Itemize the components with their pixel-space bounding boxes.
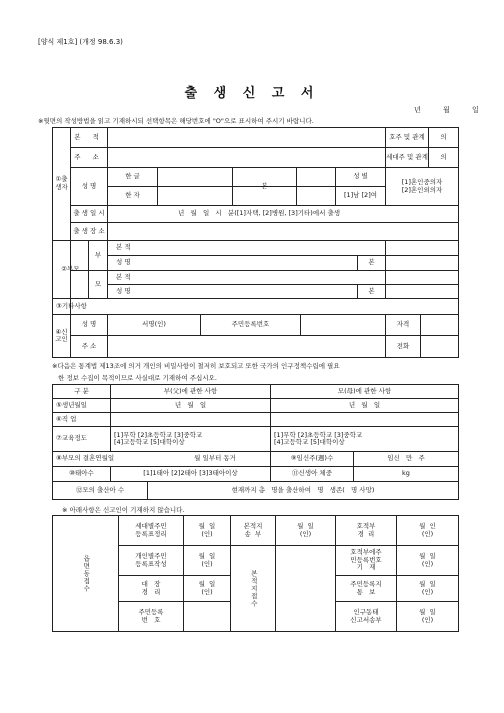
office-r4c6: 월 일 (인) <box>419 608 436 624</box>
birth-datetime-field[interactable]: 년 월 일 시 분([1]자택, [2]병원, [3]기타)에서 출생 <box>178 209 341 218</box>
section-other: ③기타사항 <box>56 301 87 310</box>
report-date: 년 월 일 <box>414 106 489 114</box>
father-birthdate[interactable]: 년 월 일 <box>174 400 207 409</box>
page-title: 출 생 신 고 서 <box>184 86 320 101</box>
stats-header-div: 구 분 <box>74 386 89 395</box>
office-r3c6: 월 일 (인) <box>419 580 436 596</box>
householder-relation-label: 세대주 및 관계 <box>386 152 428 161</box>
receipt-label: 본적지접수 <box>249 569 258 608</box>
office-r4c1: 주민등록 번 호 <box>138 608 164 624</box>
hanja-name-field[interactable] <box>158 187 232 205</box>
name-label: 성 명 <box>81 181 97 190</box>
section-birth-person: ①출생자 <box>55 175 68 191</box>
birth-place-label: 출 생 장 소 <box>73 226 105 235</box>
father-job-field[interactable] <box>111 413 270 426</box>
mother-label: 모 <box>94 279 102 288</box>
office-r3c5: 주민등록지 통 보 <box>350 580 382 596</box>
address-label: 주 소 <box>74 152 104 161</box>
birth-weight-unit[interactable]: kg <box>402 469 410 478</box>
instruction-note: ※뒷면의 작성방법을 읽고 기재하시되 선택항목은 해당번호에 "O"으로 표시하여 주시기 바랍니다. <box>38 117 314 125</box>
father-bon-label: 본 <box>368 258 375 267</box>
bon-label: 본 <box>261 181 268 190</box>
marriage-options[interactable]: [1]혼인중의자 [2]혼인외의자 <box>401 178 443 194</box>
marriage-date-label: ⑧부모의 결혼연월일 <box>56 454 115 463</box>
stats-header-mother: 모(母)에 관한 사항 <box>337 386 392 395</box>
office-r1c3: 본적지 송 부 <box>243 522 263 538</box>
fetus-count-label: ⑩태아수 <box>69 469 94 478</box>
father-bonjeok-label: 본 적 <box>116 243 131 252</box>
stats-note-line1: ※다음은 통계법 제13조에 의거 개인의 비밀사항이 철저히 보호되고 또한 국가의 인구정책수립에 필요 <box>52 362 340 370</box>
father-education-options[interactable]: [1]무학 [2]초등학교 [3]중학교 [4]고등학교 [5]대학이상 <box>114 430 203 446</box>
marriage-date-value[interactable]: 월 일부터 동거 <box>194 454 236 463</box>
office-r1c2: 월 일 (인) <box>198 522 216 538</box>
reporter-name-label: 성 명 <box>81 320 97 329</box>
office-r1c4: 월 일 (인) <box>297 522 314 538</box>
mother-birthdate[interactable]: 년 월 일 <box>348 400 381 409</box>
birth-weight-label: ⑪신생아 체중 <box>292 469 332 478</box>
birth-datetime-label: 출 생 일 시 <box>73 209 105 218</box>
bonjeok-field[interactable] <box>108 128 385 147</box>
bonjeok-label: 본 적 <box>74 132 104 141</box>
mother-births-label: ⑫모의 출산아 수 <box>75 485 125 494</box>
office-r1c1: 세대별주민 등록표정리 <box>135 522 167 538</box>
office-r2c2: 월 일 (인) <box>198 552 216 568</box>
stats-note-line2: 한 정보 수집이 목적이므로 사실대로 기재하여 주십시오. <box>58 374 217 382</box>
father-name-label: 성 명 <box>116 258 131 267</box>
education-label: ⑦교육정도 <box>56 434 87 443</box>
reporter-address-field[interactable] <box>108 336 385 357</box>
form-label: [양식 제1호] (개정 98.6.3) <box>38 38 123 46</box>
birth-place-field[interactable] <box>108 223 458 240</box>
office-side-label: 읍면동접수 <box>82 554 91 593</box>
office-r2c1: 개인별주민 등록표작성 <box>135 552 167 568</box>
qualification-label: 자격 <box>396 320 410 329</box>
mother-job-field[interactable] <box>271 413 458 426</box>
fetus-count-options[interactable]: [1]1태아 [2]2태아 [3]3태아이상 <box>143 469 238 478</box>
mother-education-options[interactable]: [1]무학 [2]초등학교 [3]중학교 [4]고등학교 [5]대학이상 <box>274 430 363 446</box>
hoju-relation-suffix: 의 <box>440 132 447 141</box>
hangul-name-field[interactable] <box>158 168 232 186</box>
section-parents: ②부모 <box>61 264 80 273</box>
pregnancy-weeks-value[interactable]: 임신 만 주 <box>387 454 425 463</box>
pregnancy-weeks-label: ⑨임신주(週)수 <box>290 454 334 463</box>
job-label: ⑥직 업 <box>56 414 77 423</box>
office-r3c2: 월 일 (인) <box>198 580 216 596</box>
birthdate-label: ⑤생년월일 <box>56 400 87 409</box>
resident-number-label: 주민등록번호 <box>231 320 270 329</box>
householder-relation-suffix: 의 <box>440 152 447 161</box>
gender-label: 성 별 <box>353 172 368 181</box>
section-reporter: ④신고인 <box>55 327 68 343</box>
office-r1c6: 월 인 (인) <box>419 522 436 538</box>
mother-births-value[interactable]: 현재까지 총 명을 출산하여 명 생존( 명 사망) <box>231 485 375 494</box>
stats-header-father: 부(父)에 관한 사항 <box>163 386 218 395</box>
signature-label: 서명(인) <box>142 320 166 329</box>
office-r4c5: 인구동태 신고서송부 <box>350 608 382 624</box>
office-r4c2[interactable] <box>184 602 230 631</box>
address-field[interactable] <box>108 148 385 167</box>
reporter-address-label: 주 소 <box>81 341 97 350</box>
mother-name-label: 성 명 <box>116 286 131 295</box>
office-r3c1: 대 장 경 리 <box>141 580 161 596</box>
office-r1c5: 호적부 경 리 <box>356 522 376 538</box>
hanja-label: 한 자 <box>125 191 140 200</box>
phone-label: 전화 <box>396 341 410 350</box>
hangul-label: 한 글 <box>125 172 140 181</box>
father-label: 부 <box>94 250 102 259</box>
office-r2c6: 월 일 (인) <box>419 552 436 568</box>
mother-bonjeok-label: 본 적 <box>116 272 131 281</box>
office-note: ※ 아래사항은 신고인이 기재하지 않습니다. <box>62 506 185 514</box>
office-r2c5: 호적부에주 민등록번호 기 재 <box>350 548 382 572</box>
mother-bon-label: 본 <box>368 286 375 295</box>
gender-options[interactable]: [1]남 [2]여 <box>343 191 378 200</box>
hoju-relation-label: 호주 및 관계 <box>389 132 425 141</box>
